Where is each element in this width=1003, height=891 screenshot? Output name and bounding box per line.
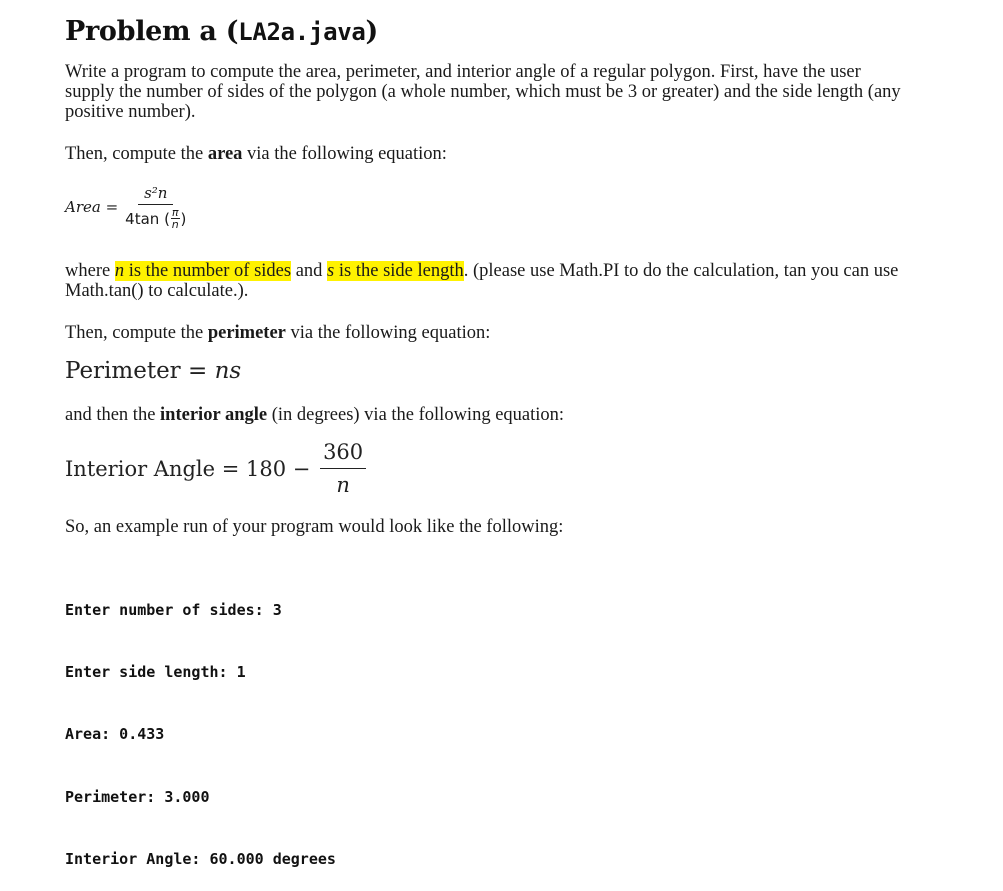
example-output (65, 558, 336, 891)
var-s: s (327, 261, 335, 281)
perimeter-bold: perimeter (207, 323, 286, 343)
output-line: Perimeter: 3.000 (65, 787, 210, 806)
output-line: Interior Angle: 60.000 degrees (65, 850, 336, 869)
n-symbol: n (171, 218, 179, 231)
perimeter-lhs: Perimeter = (65, 358, 215, 384)
area-lead-text: Then, compute the (65, 144, 208, 164)
denominator-suffix: ) (180, 209, 187, 228)
title-prefix: Problem a ( (65, 16, 239, 47)
angle-numerator: 360 (320, 440, 366, 469)
where-paragraph (65, 261, 905, 301)
intro-paragraph: Write a program to compute the area, perimeter, and interior angle of a regular polygon. First, have the user supply the number of sides of the polygon (a whole number, which must be 3 or greater) and the side length (any positive number). (65, 62, 901, 122)
output-line: Area: 0.433 (65, 725, 165, 744)
area-lead (65, 144, 905, 164)
perimeter-lead (65, 323, 905, 343)
angle-equation (65, 440, 369, 497)
title-suffix: ) (365, 16, 379, 47)
angle-denominator: n (336, 473, 350, 497)
n-desc: is the number of sides (124, 261, 292, 281)
area-denominator (125, 205, 186, 230)
output-line: Enter number of sides: 3 (65, 600, 282, 619)
area-fraction (125, 184, 186, 230)
denominator-prefix: 4tan ( (125, 209, 170, 228)
pi-over-n (171, 207, 180, 230)
example-intro: So, an example run of your program would look like the following: (65, 517, 564, 537)
output-line: Enter side length: 1 (65, 662, 246, 681)
perimeter-lead-rest: via the following equation: (285, 323, 491, 343)
and-text: and (291, 261, 328, 281)
s-desc: is the side length (334, 261, 464, 281)
angle-bold: interior angle (160, 405, 268, 425)
highlight-s (327, 261, 464, 281)
angle-lhs: Interior Angle = 180 − (65, 456, 318, 481)
problem-title (65, 16, 378, 47)
area-bold: area (207, 144, 243, 164)
area-numerator: s²n (138, 184, 173, 205)
area-equation (65, 184, 189, 230)
angle-fraction (320, 440, 366, 497)
pi-symbol: π (171, 206, 179, 219)
angle-lead-text: and then the (65, 405, 161, 425)
math-note: . (please use Math.PI to do the calculation, tan you can use Math.tan() to calculate.). (65, 261, 899, 301)
highlight-n (115, 261, 291, 281)
perimeter-equation (65, 358, 241, 384)
filename: LA2a.java (238, 18, 366, 46)
var-n: n (114, 261, 125, 281)
angle-lead-rest: (in degrees) via the following equation: (267, 405, 565, 425)
area-lhs: Area = (65, 198, 119, 216)
perimeter-rhs: ns (214, 358, 242, 384)
where-text: where (65, 261, 115, 281)
angle-lead (65, 405, 905, 425)
area-lead-rest: via the following equation: (242, 144, 447, 164)
perimeter-lead-text: Then, compute the (65, 323, 208, 343)
